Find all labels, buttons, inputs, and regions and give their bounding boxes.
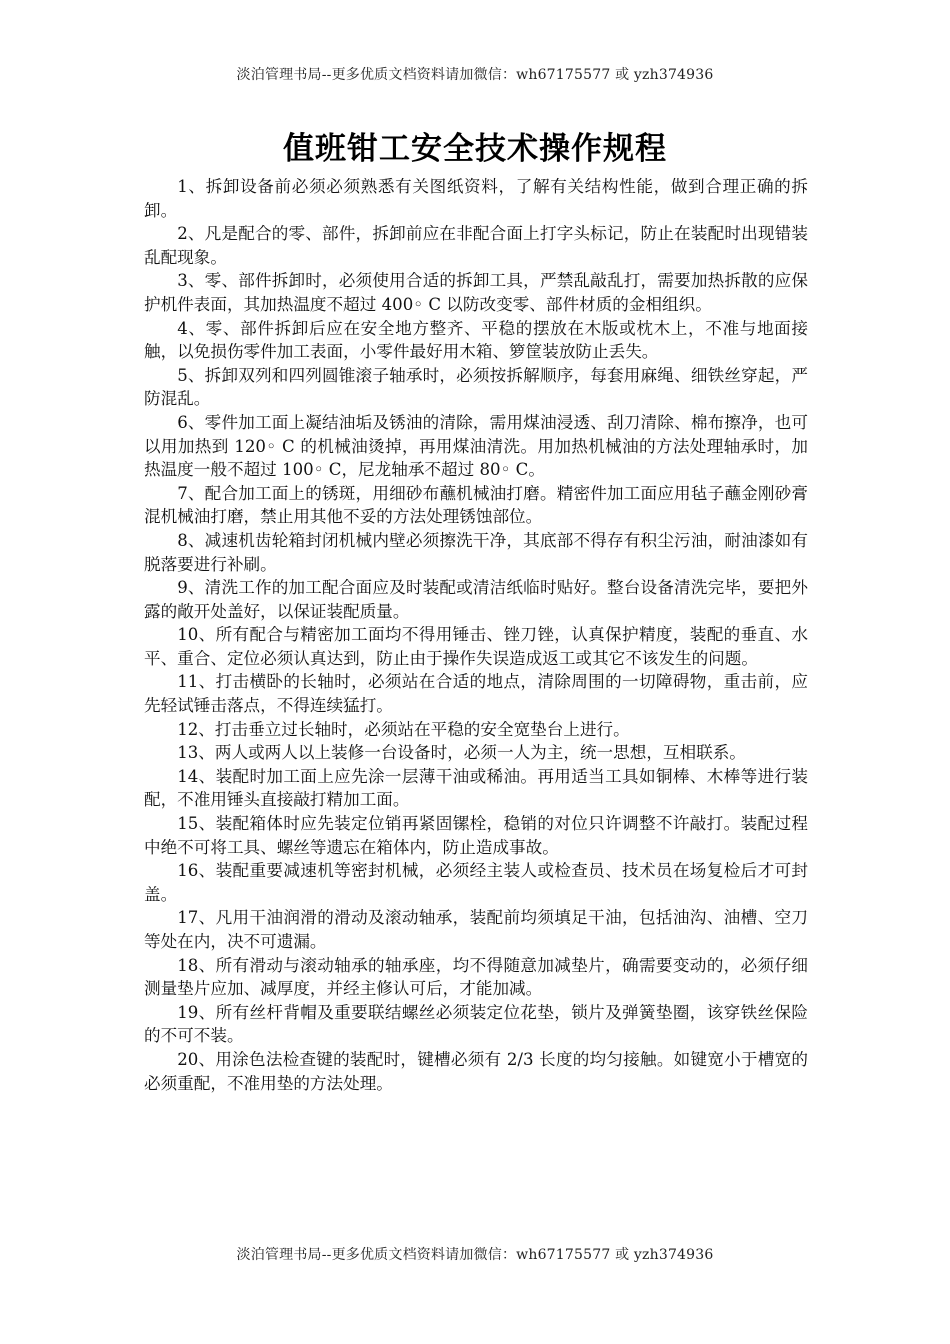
paragraph-14: 14、装配时加工面上应先涂一层薄干油或稀油。再用适当工具如铜棒、木棒等进行装配，不准用锤头直接敲打精加工面。 [144,766,808,810]
page-title: 值班钳工安全技术操作规程 [283,131,667,167]
paragraph-10: 10、所有配合与精密加工面均不得用锤击、锉刀锉，认真保护精度，装配的垂直、水平、重合、定位必须认真达到，防止由于操作失误造成返工或其它不该发生的问题。 [144,625,808,668]
paragraph-18: 18、所有滑动与滚动轴承的轴承座，均不得随意加减垫片，确需要变动的，必须仔细测量垫片应加、减厚度，并经主修认可后，才能加减。 [144,955,808,999]
paragraph-16: 16、装配重要减速机等密封机械，必须经主装人或检查员、技术员在场复检后才可封盖。 [144,861,808,904]
document-body [144,175,808,1095]
page-header: 淡泊管理书局--更多优质文档资料请加微信：wh67175577 或 yzh374936 [236,67,714,83]
paragraph-1: 1、拆卸设备前必须必须熟悉有关图纸资料，了解有关结构性能，做到合理正确的拆卸。 [144,177,808,220]
page-footer: 淡泊管理书局--更多优质文档资料请加微信：wh67175577 或 yzh374936 [236,1247,714,1263]
paragraph-8: 8、减速机齿轮箱封闭机械内壁必须擦洗干净，其底部不得存有积尘污油，耐油漆如有脱落要进行补刷。 [144,530,808,574]
paragraph-13: 13、两人或两人以上装修一台设备时，必须一人为主，统一思想，互相联系。 [177,743,746,763]
paragraph-17: 17、凡用干油润滑的滑动及滚动轴承，装配前均须填足干油，包括油沟、油槽、空刀等处在内，决不可遗漏。 [144,908,808,951]
paragraph-9: 9、清洗工作的加工配合面应及时装配或清洁纸临时贴好。整台设备清洗完毕，要把外露的敞开处盖好，以保证装配质量。 [144,578,808,621]
paragraph-6: 6、零件加工面上凝结油垢及锈油的清除，需用煤油浸透、刮刀清除、棉布擦净，也可以用加热到 120◦ C 的机械油烫掉，再用煤油清洗。用加热机械油的方法处理轴承时，加热温度一般不超过 100◦ C，尼龙轴承不超过 80◦ C。 [144,412,808,480]
paragraph-3: 3、零、部件拆卸时，必须使用合适的拆卸工具，严禁乱敲乱打，需要加热拆散的应保护机件表面，其加热温度不超过 400◦ C 以防改变零、部件材质的金相组织。 [144,271,808,314]
paragraph-19: 19、所有丝杆背帽及重要联结螺丝必须装定位花垫，锁片及弹簧垫圈，该穿铁丝保险的不可不装。 [144,1002,808,1046]
paragraph-4: 4、零、部件拆卸后应在安全地方整齐、平稳的摆放在木版或枕木上，不准与地面接触，以免损伤零件加工表面，小零件最好用木箱、箩筐装放防止丢失。 [144,318,808,362]
paragraph-7: 7、配合加工面上的锈斑，用细砂布蘸机械油打磨。精密件加工面应用毡子蘸金刚砂膏混机械油打磨，禁止用其他不妥的方法处理锈蚀部位。 [144,483,808,527]
paragraph-20: 20、用涂色法检查键的装配时，键槽必须有 2/3 长度的均匀接触。如键宽小于槽宽的必须重配，不准用垫的方法处理。 [144,1049,808,1093]
paragraph-15: 15、装配箱体时应先装定位销再紧固镙栓，稳销的对位只许调整不许敲打。装配过程中绝不可将工具、螺丝等遗忘在箱体内，防止造成事故。 [144,814,808,857]
paragraph-2: 2、凡是配合的零、部件，拆卸前应在非配合面上打字头标记，防止在装配时出现错装乱配现象。 [144,224,808,267]
paragraph-5: 5、拆卸双列和四列圆锥滚子轴承时，必须按拆解顺序，每套用麻绳、细铁丝穿起，严防混乱。 [144,365,808,409]
paragraph-12: 12、打击垂立过长轴时，必须站在平稳的安全宽垫台上进行。 [177,719,630,739]
paragraph-11: 11、打击横卧的长轴时，必须站在合适的地点，清除周围的一切障碍物，重击前，应先轻试锤击落点，不得连续猛打。 [144,672,808,716]
